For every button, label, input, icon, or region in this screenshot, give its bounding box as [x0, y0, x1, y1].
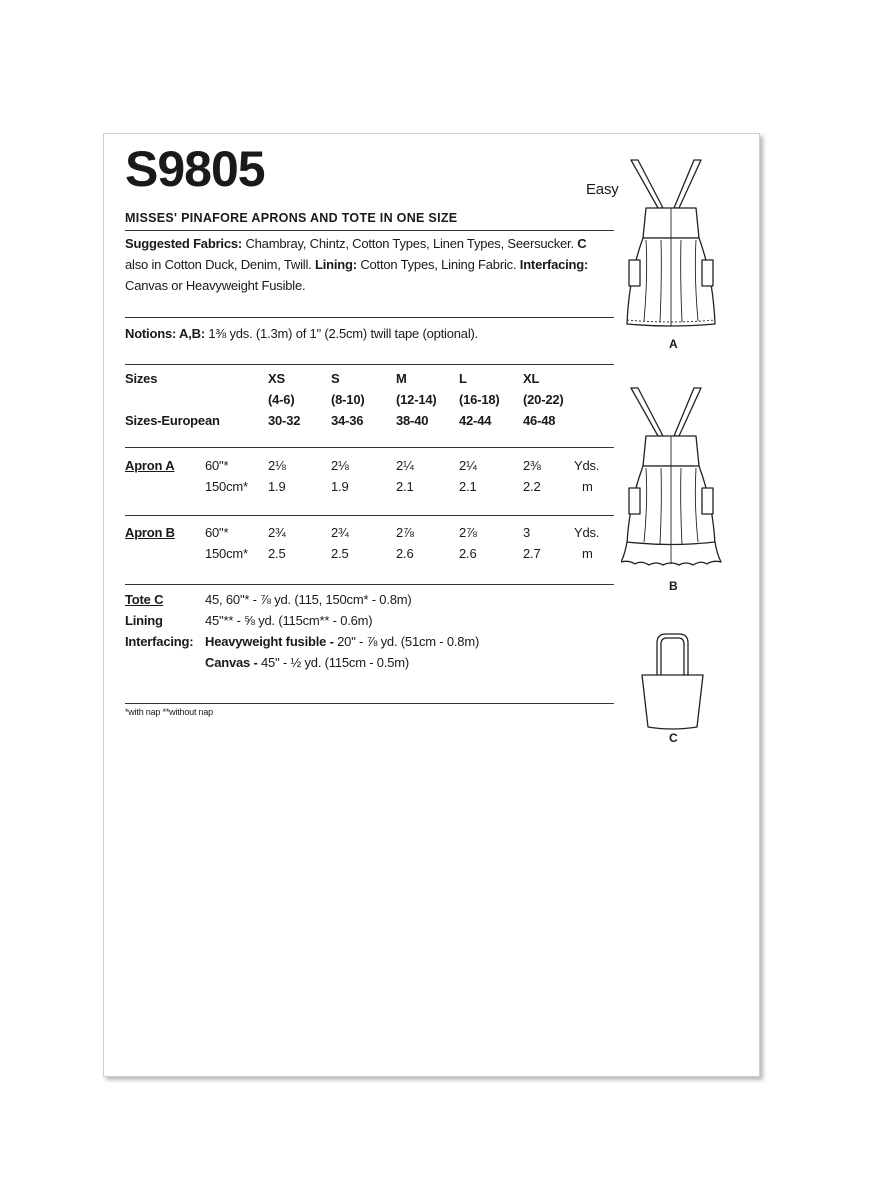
apron-b-m-m: 2.6 [396, 546, 414, 561]
tote-c-text: 45, 60"* - ⅞ yd. (115, 150cm* - 0.8m) [205, 592, 412, 607]
apron-a-width-60: 60"* [205, 458, 229, 473]
divider [125, 364, 614, 365]
canvas-text: 45" - ½ yd. (115cm - 0.5m) [257, 655, 410, 670]
size-col-xl: XL [523, 371, 540, 386]
apron-b-yds-m: 2⅞ [396, 525, 414, 540]
sizes-label: Sizes [125, 371, 158, 386]
fabrics-text: Chambray, Chintz, Cotton Types, Linen Types, Seersucker. [242, 236, 578, 251]
apron-a-m-xs: 1.9 [268, 479, 286, 494]
figure-a-label: A [669, 337, 678, 351]
size-col-xl-us: (20-22) [523, 392, 564, 407]
divider [125, 703, 614, 704]
figure-b-label: B [669, 579, 678, 593]
size-col-l: L [459, 371, 467, 386]
apron-b-yds-s: 2¾ [331, 525, 349, 540]
tote-interfacing-label: Interfacing: [125, 634, 194, 649]
apron-b-m-xs: 2.5 [268, 546, 286, 561]
tote-c-label: Tote C [125, 592, 164, 607]
pattern-back-card [103, 133, 760, 1077]
apron-a-yds-s: 2⅛ [331, 458, 349, 473]
tote-fusible [205, 631, 479, 652]
apron-b-yds-xs: 2¾ [268, 525, 286, 540]
footnote: *with nap **without nap [125, 707, 213, 717]
suggested-fabrics [125, 233, 605, 296]
apron-b-yds-l: 2⅞ [459, 525, 477, 540]
apron-a-yds-m: 2¼ [396, 458, 414, 473]
apron-b-unit-yds: Yds. [574, 525, 600, 540]
apron-a-width-150: 150cm* [205, 479, 248, 494]
size-col-xs-eu: 30-32 [268, 413, 301, 428]
tote-c-illustration [639, 631, 709, 731]
interfacing-label: Interfacing: [519, 257, 589, 272]
apron-b-yds-xl: 3 [523, 525, 531, 540]
apron-a-yds-xl: 2⅜ [523, 458, 541, 473]
fabrics-text-c: also in Cotton Duck, Denim, Twill. [125, 257, 315, 272]
apron-a-yds-l: 2¼ [459, 458, 477, 473]
view-c-label: C [577, 236, 587, 251]
difficulty-label: Easy [586, 181, 619, 198]
fusible-text: 20" - ⅞ yd. (51cm - 0.8m) [333, 634, 480, 649]
sizes-european-label: Sizes-European [125, 413, 220, 428]
apron-b-m-l: 2.6 [459, 546, 477, 561]
tote-lining-text: 45"** - ⅝ yd. (115cm** - 0.6m) [205, 613, 373, 628]
size-col-xs: XS [268, 371, 285, 386]
fusible-label: Heavyweight fusible - [205, 634, 334, 649]
lining-label: Lining: [315, 257, 357, 272]
apron-a-m-xl: 2.2 [523, 479, 541, 494]
divider [125, 584, 614, 585]
size-col-m: M [396, 371, 407, 386]
size-col-s: S [331, 371, 340, 386]
divider [125, 447, 614, 448]
notions [125, 323, 478, 344]
apron-b-width-60: 60"* [205, 525, 229, 540]
canvas-label: Canvas - [205, 655, 258, 670]
apron-b-illustration [621, 384, 741, 584]
interfacing-text: Canvas or Heavyweight Fusible. [125, 278, 306, 293]
lining-text: Cotton Types, Lining Fabric. [356, 257, 520, 272]
apron-a-unit-yds: Yds. [574, 458, 600, 473]
apron-b-unit-m: m [582, 546, 593, 561]
divider [125, 515, 614, 516]
apron-b-m-xl: 2.7 [523, 546, 541, 561]
apron-a-m-s: 1.9 [331, 479, 349, 494]
tote-lining-label: Lining [125, 613, 163, 628]
size-col-s-eu: 34-36 [331, 413, 364, 428]
divider [125, 317, 614, 318]
size-col-xs-us: (4-6) [268, 392, 295, 407]
apron-b-width-150: 150cm* [205, 546, 248, 561]
size-col-xl-eu: 46-48 [523, 413, 556, 428]
apron-b-m-s: 2.5 [331, 546, 349, 561]
apron-a-unit-m: m [582, 479, 593, 494]
size-col-m-us: (12-14) [396, 392, 437, 407]
pattern-number: S9805 [125, 141, 265, 197]
size-col-l-eu: 42-44 [459, 413, 492, 428]
notions-text: 1⅜ yds. (1.3m) of 1" (2.5cm) twill tape (optional). [204, 326, 479, 341]
pattern-subtitle: MISSES' PINAFORE APRONS AND TOTE IN ONE SIZE [125, 211, 458, 225]
apron-a-yds-xs: 2⅛ [268, 458, 286, 473]
apron-a-m-m: 2.1 [396, 479, 414, 494]
figure-c-label: C [669, 731, 678, 745]
apron-a-illustration [626, 156, 746, 336]
size-col-m-eu: 38-40 [396, 413, 429, 428]
apron-a-label: Apron A [125, 458, 175, 473]
size-col-l-us: (16-18) [459, 392, 500, 407]
apron-b-label: Apron B [125, 525, 175, 540]
divider [125, 230, 614, 231]
size-col-s-us: (8-10) [331, 392, 365, 407]
fabrics-label: Suggested Fabrics: [125, 236, 243, 251]
notions-label: Notions: A,B: [125, 326, 205, 341]
apron-a-m-l: 2.1 [459, 479, 477, 494]
tote-canvas [205, 652, 409, 673]
